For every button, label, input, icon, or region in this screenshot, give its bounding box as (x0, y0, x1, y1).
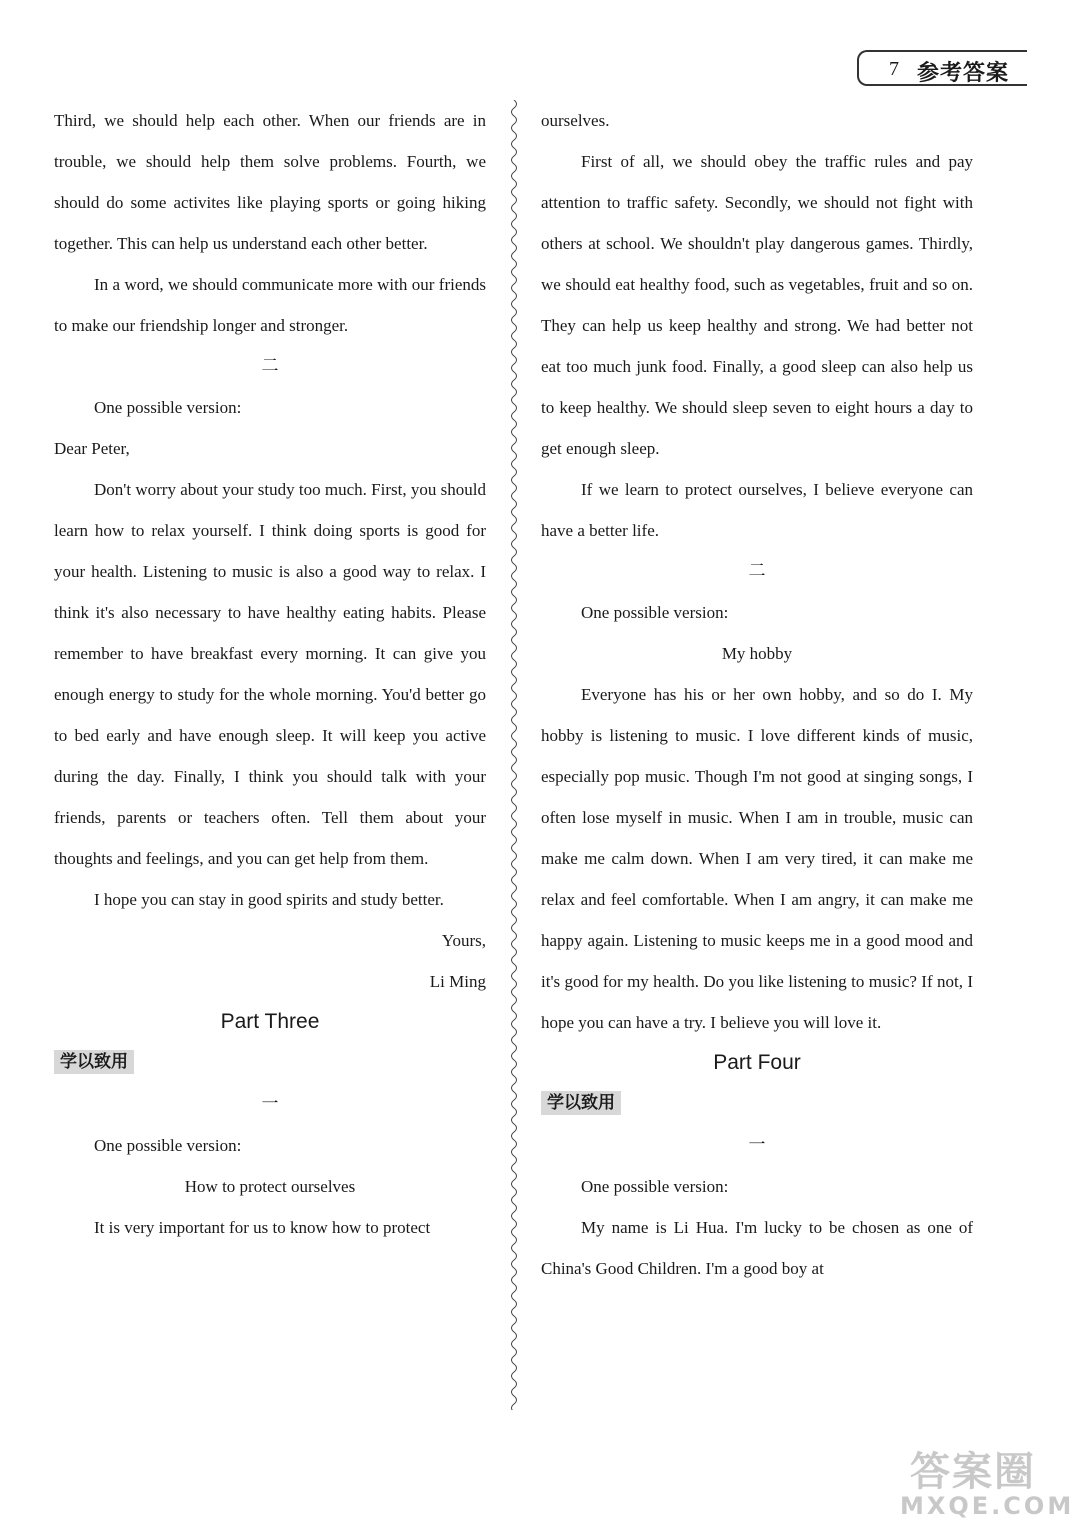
safety-conclusion: If we learn to protect ourselves, I believe everyone can have a better life. (541, 480, 973, 540)
possible-version-label-2: One possible version: (581, 1177, 729, 1196)
safety-paragraph: First of all, we should obey the traffic rules and pay attention to traffic safety. Secondly, we should not fight with others at school. We shouldn't play dangerous games. Thirdly, we should eat healthy food, such as vegetables, fruit and so on. They can help us keep healthy and strong. We had better not eat too much junk food. Finally, a good sleep can also help us to keep healthy. We should sleep seven to eight hours a day to get enough sleep. (541, 152, 973, 458)
header-label: 参考答案 (917, 61, 1010, 86)
possible-version-label: One possible version: (94, 398, 242, 417)
page-number: 7 (889, 58, 899, 80)
letter-body: Don't worry about your study too much. First, you should learn how to relax yourself. I think doing sports is good for your health. Listening to music is also a good way to relax. I think it's also necessary to have healthy eating habits. Please remember to have breakfast every morning. It can give you enough energy to study for the whole morning. You'd better go to bed early and have enough sleep. It will keep you active during the day. Finally, I think you should talk with your friends, parents or teachers often. Tell them about your thoughts and feelings, and you can get help from them. (54, 480, 486, 868)
hobby-paragraph: Everyone has his or her own hobby, and so do I. My hobby is listening to music. I love different kinds of music, especially pop music. Though I'm not good at singing songs, I often lose myself in music. When I am in trouble, music can make me calm down. When I am very tired, it can make me relax and feel comfortable. When I am angry, it can make me happy again. Listening to music keeps me in a good mood and it's good for my health. Do you like listening to music? If not, I hope you can have a try. I believe you will love it. (541, 685, 973, 1032)
section-tag: 学以致用 (541, 1091, 621, 1115)
possible-version-label: One possible version: (581, 603, 729, 622)
possible-version-label-2: One possible version: (94, 1136, 242, 1155)
right-column (541, 100, 973, 1289)
watermark-text: 答案圈 (910, 1449, 1036, 1495)
watermark-logo (890, 1440, 1075, 1530)
part-four-title: Part Four (713, 1051, 801, 1074)
section-tag: 学以致用 (54, 1050, 134, 1074)
page-header-tab (857, 50, 1027, 86)
final-paragraph: My name is Li Hua. I'm lucky to be chosen as one of China's Good Children. I'm a good boy at (541, 1218, 973, 1278)
letter-signature: Li Ming (429, 972, 486, 991)
conclusion-paragraph: In a word, we should communicate more with our friends to make our friendship longer and stronger. (54, 275, 486, 335)
continued-word: ourselves. (541, 111, 610, 130)
watermark-url: MXQE.COM (900, 1492, 1075, 1520)
essay-title: How to protect ourselves (184, 1177, 356, 1196)
part-three-title: Part Three (220, 1010, 320, 1033)
section-marker-two: 二 (261, 356, 279, 376)
letter-sign-off: Yours, (441, 931, 486, 950)
essay-opening: It is very important for us to know how to protect (94, 1218, 431, 1237)
section-marker-one: 一 (748, 1135, 766, 1155)
section-marker-two: 二 (748, 561, 766, 581)
letter-greeting: Dear Peter, (54, 439, 130, 458)
section-marker-one: 一 (261, 1094, 279, 1114)
essay-title: My hobby (721, 644, 793, 663)
letter-closing-paragraph: I hope you can stay in good spirits and study better. (94, 890, 444, 909)
column-divider (508, 100, 520, 1410)
continued-paragraph: Third, we should help each other. When our friends are in trouble, we should help them solve problems. Fourth, we should do some activites like playing sports or going hiking together. This can help us understand each other better. (54, 111, 486, 253)
left-column (54, 100, 486, 1248)
